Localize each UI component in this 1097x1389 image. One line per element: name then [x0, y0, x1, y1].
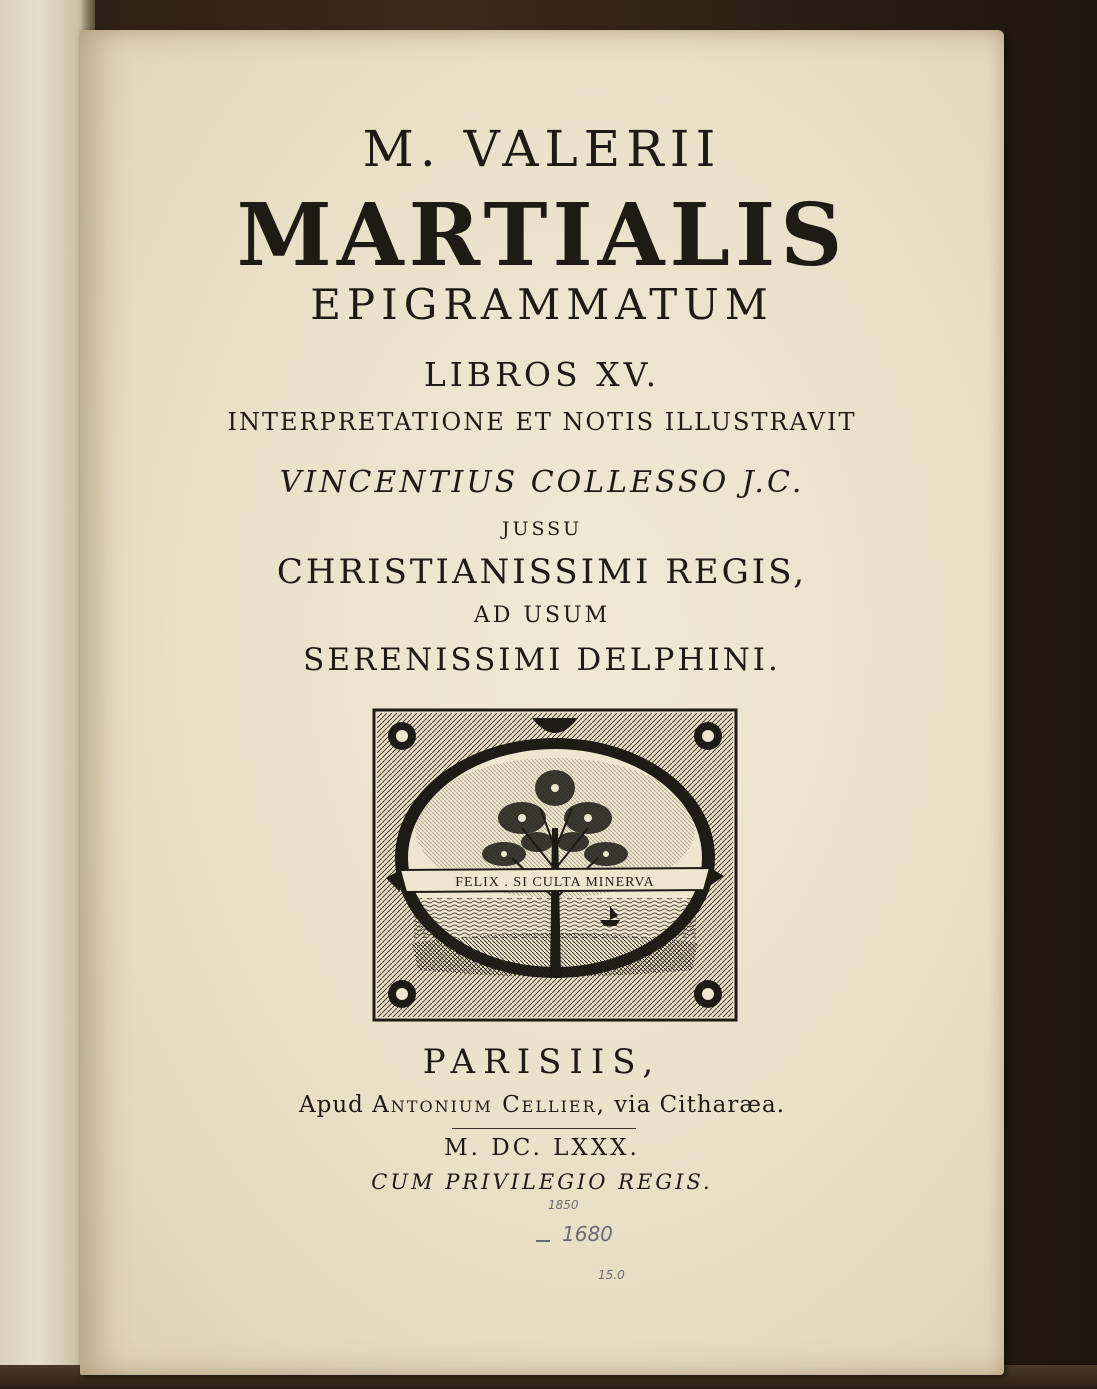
printer-name: Antonium Cellier,: [372, 1092, 606, 1118]
interpretation-line: INTERPRETATIONE ET NOTIS ILLUSTRAVIT: [227, 408, 857, 436]
printers-device-woodcut: [372, 708, 738, 1022]
imprint-printer: [80, 1092, 1004, 1118]
pencil-dash: [536, 1240, 550, 1242]
pencil-note: 1850: [548, 1198, 579, 1212]
printer-address: via Citharæa.: [614, 1092, 786, 1118]
author-name: MARTIALIS: [236, 185, 848, 286]
editor-name: VINCENTIUS COLLESSO J.C.: [279, 465, 805, 500]
imprint-rule: [452, 1128, 636, 1129]
royal-privilege: CUM PRIVILEGIO REGIS.: [371, 1170, 713, 1194]
pencil-note: 15.0: [598, 1268, 625, 1282]
printer-prefix: Apud: [298, 1092, 364, 1118]
title-page: [80, 30, 1004, 1375]
king-line: CHRISTIANISSIMI REGIS,: [276, 552, 808, 592]
book-count: LIBROS XV.: [423, 355, 661, 394]
imprint-year: M. DC. LXXX.: [444, 1135, 640, 1161]
device-motto: FELIX . SI CULTA MINERVA: [455, 875, 655, 890]
command-line: JUSSU: [501, 518, 583, 540]
pencil-note: 1680: [562, 1222, 613, 1246]
work-title: EPIGRAMMATUM: [310, 280, 774, 329]
author-praenomen: M. VALERII: [362, 120, 722, 178]
dauphin-line: SERENISSIMI DELPHINI.: [303, 642, 781, 678]
imprint-city: PARISIIS,: [422, 1042, 662, 1082]
purpose-line: AD USUM: [473, 603, 611, 628]
